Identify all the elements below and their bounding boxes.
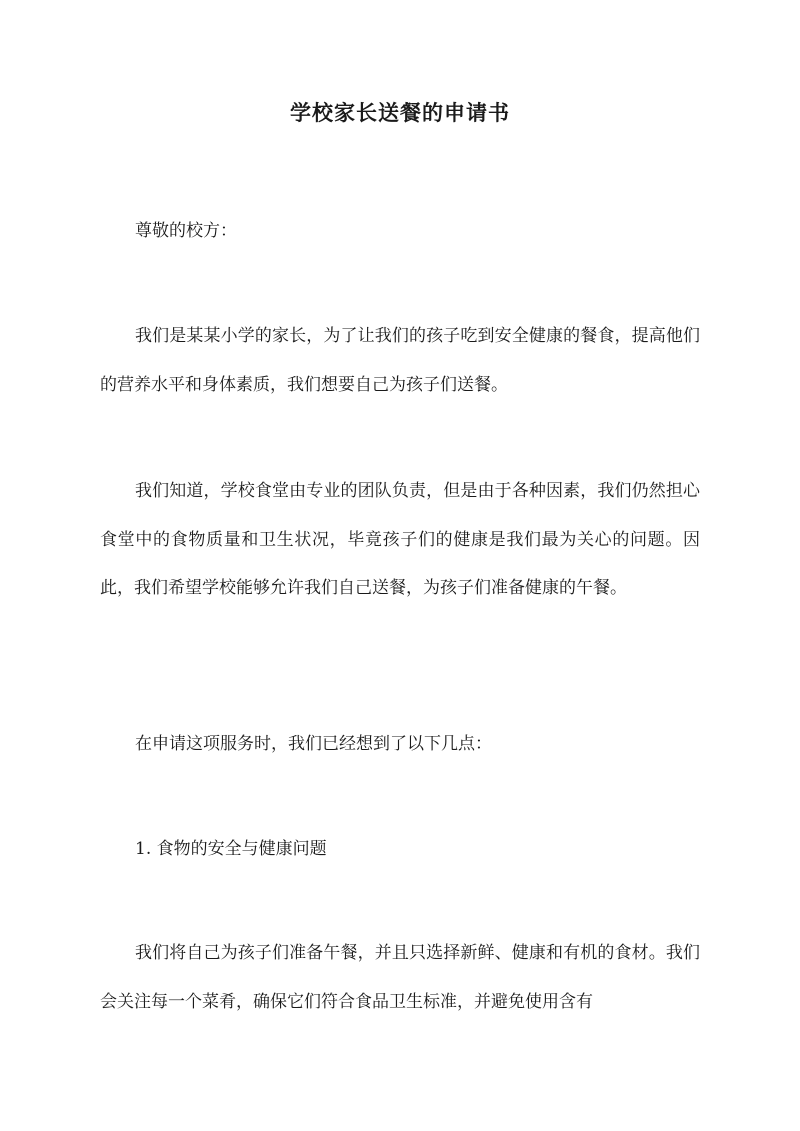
paragraph-concern: 我们知道，学校食堂由专业的团队负责，但是由于各种因素，我们仍然担心食堂中的食物质量和卫生状况，毕竟孩子们的健康是我们最为关心的问题。因此，我们希望学校能够允许我们自己送餐，为孩子们准备健康的午餐。 [100, 481, 700, 598]
paragraph-intro: 我们是某某小学的家长，为了让我们的孩子吃到安全健康的餐食，提高他们的营养水平和身体素质，我们想要自己为孩子们送餐。 [100, 326, 700, 395]
paragraph-points-intro: 在申请这项服务时，我们已经想到了以下几点： [135, 734, 492, 754]
salutation: 尊敬的校方： [135, 221, 237, 241]
document-title: 学校家长送餐的申请书 [290, 100, 510, 125]
paragraph-food-prep: 我们将自己为孩子们准备午餐，并且只选择新鲜、健康和有机的食材。我们会关注每一个菜肴，确保它们符合食品卫生标准，并避免使用含有 [100, 943, 700, 1012]
list-item-food-safety: 1. 食物的安全与健康问题 [135, 839, 327, 859]
